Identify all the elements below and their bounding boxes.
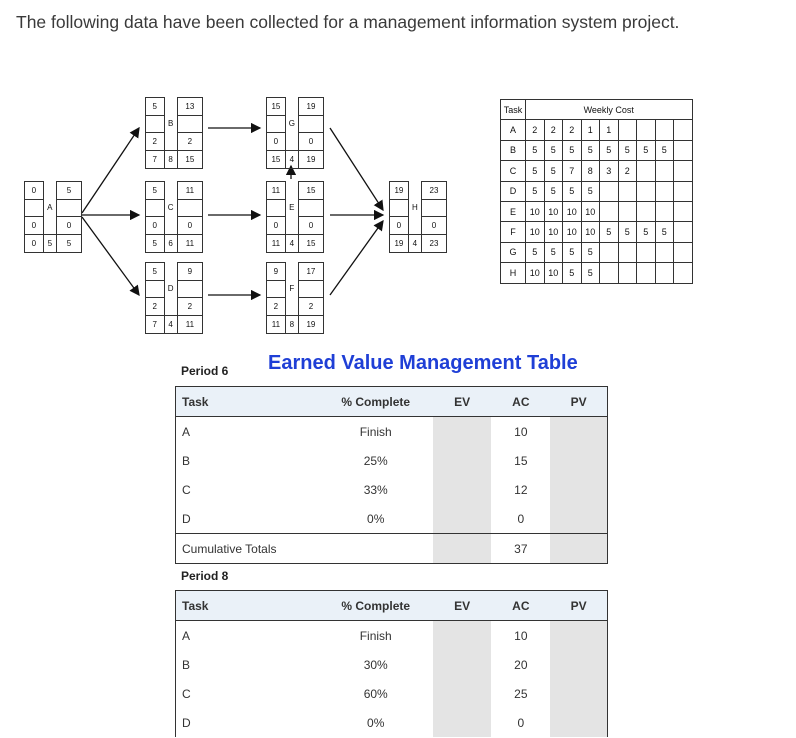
ev-cell[interactable] bbox=[433, 679, 492, 708]
cost-cell bbox=[600, 242, 619, 262]
cost-cell: 10 bbox=[544, 222, 563, 242]
cost-cell bbox=[600, 181, 619, 201]
ev-total-cell[interactable] bbox=[433, 534, 492, 564]
arrow-g-h bbox=[330, 128, 383, 210]
header-row bbox=[176, 387, 608, 417]
cost-cell bbox=[674, 161, 693, 181]
task-header: Task bbox=[176, 591, 319, 621]
ac-header: AC bbox=[491, 591, 550, 621]
evm-table-period-6 bbox=[175, 386, 608, 564]
pv-header: PV bbox=[550, 387, 607, 417]
cost-cell: 2 bbox=[526, 120, 545, 140]
node-e: 11 15 E 0 0 11 4 15 bbox=[266, 181, 324, 253]
task-cell: F bbox=[501, 222, 526, 242]
weekly-cost-row bbox=[501, 242, 693, 262]
cost-cell: 5 bbox=[563, 181, 582, 201]
cost-cell: 10 bbox=[526, 222, 545, 242]
cost-cell bbox=[637, 161, 656, 181]
cost-cell bbox=[655, 263, 674, 283]
cost-cell: 5 bbox=[600, 222, 619, 242]
pv-total-cell[interactable] bbox=[550, 534, 607, 564]
cost-cell: 5 bbox=[544, 181, 563, 201]
weekly-cost-row bbox=[501, 181, 693, 201]
cost-cell bbox=[600, 263, 619, 283]
ev-cell[interactable] bbox=[433, 708, 492, 737]
cost-cell: 5 bbox=[544, 161, 563, 181]
cost-cell bbox=[674, 242, 693, 262]
pv-cell[interactable] bbox=[550, 679, 607, 708]
node-a: 0 5 A 0 0 0 5 5 bbox=[24, 181, 82, 253]
header-row bbox=[176, 591, 608, 621]
period-8-label: Period 8 bbox=[181, 569, 229, 583]
pct-header: % Complete bbox=[319, 387, 433, 417]
pv-header: PV bbox=[550, 591, 607, 621]
weekly-cost-body bbox=[501, 120, 693, 283]
cost-cell: 1 bbox=[600, 120, 619, 140]
node-c: 5 11 C 0 0 5 6 11 bbox=[145, 181, 203, 253]
cost-cell: 5 bbox=[563, 263, 582, 283]
cost-cell: 10 bbox=[581, 222, 600, 242]
ev-cell[interactable] bbox=[433, 446, 492, 475]
cost-cell: 1 bbox=[581, 120, 600, 140]
ev-cell[interactable] bbox=[433, 621, 492, 651]
table-row: B 30% 20 bbox=[176, 650, 608, 679]
cost-cell bbox=[674, 201, 693, 221]
cost-cell: 5 bbox=[526, 161, 545, 181]
task-cell: C bbox=[501, 161, 526, 181]
weekly-cost-row bbox=[501, 161, 693, 181]
cost-cell bbox=[618, 120, 637, 140]
cost-cell bbox=[600, 201, 619, 221]
cost-cell: 2 bbox=[563, 120, 582, 140]
cost-cell: 2 bbox=[618, 161, 637, 181]
cumulative-totals-label: Cumulative Totals bbox=[176, 534, 433, 564]
cost-cell: 10 bbox=[563, 201, 582, 221]
cost-cell bbox=[618, 181, 637, 201]
cost-cell: 5 bbox=[563, 140, 582, 160]
weekly-cost-table bbox=[500, 99, 693, 284]
cost-cell: 5 bbox=[618, 222, 637, 242]
cost-cell: 3 bbox=[600, 161, 619, 181]
cost-cell bbox=[637, 242, 656, 262]
table-row: C 33% 12 bbox=[176, 475, 608, 504]
pv-cell[interactable] bbox=[550, 446, 607, 475]
pv-cell[interactable] bbox=[550, 417, 607, 447]
pv-cell[interactable] bbox=[550, 504, 607, 534]
cost-cell: 5 bbox=[526, 181, 545, 201]
task-cell: B bbox=[501, 140, 526, 160]
task-cell: E bbox=[501, 201, 526, 221]
task-cell: A bbox=[501, 120, 526, 140]
cost-cell bbox=[655, 242, 674, 262]
cost-cell: 5 bbox=[618, 140, 637, 160]
cost-cell: 10 bbox=[526, 201, 545, 221]
arrow-f-h bbox=[330, 221, 383, 295]
cost-cell: 5 bbox=[544, 242, 563, 262]
cost-cell bbox=[637, 181, 656, 201]
task-header: Task bbox=[176, 387, 319, 417]
task-cell: H bbox=[501, 263, 526, 283]
ev-header: EV bbox=[433, 387, 492, 417]
weekly-cost-row bbox=[501, 120, 693, 140]
cost-cell: 8 bbox=[581, 161, 600, 181]
cost-cell: 10 bbox=[544, 201, 563, 221]
cost-cell bbox=[618, 201, 637, 221]
cost-cell bbox=[618, 242, 637, 262]
table-row: B 25% 15 bbox=[176, 446, 608, 475]
cost-cell bbox=[655, 120, 674, 140]
cost-cell: 5 bbox=[655, 222, 674, 242]
cost-cell: 5 bbox=[544, 140, 563, 160]
pv-cell[interactable] bbox=[550, 650, 607, 679]
cost-cell bbox=[655, 201, 674, 221]
cost-cell bbox=[674, 120, 693, 140]
node-g: 15 19 G 0 0 15 4 19 bbox=[266, 97, 324, 169]
cost-cell: 5 bbox=[581, 263, 600, 283]
table-row: A Finish 10 bbox=[176, 621, 608, 651]
table-row: D 0% 0 bbox=[176, 504, 608, 534]
cost-cell: 5 bbox=[581, 140, 600, 160]
cost-cell: 10 bbox=[563, 222, 582, 242]
cost-cell: 2 bbox=[544, 120, 563, 140]
period-6-label: Period 6 bbox=[181, 364, 229, 378]
cost-cell bbox=[674, 263, 693, 283]
arrow-a-d bbox=[82, 217, 139, 295]
cost-cell: 5 bbox=[637, 222, 656, 242]
cost-cell: 5 bbox=[655, 140, 674, 160]
weekly-cost-row bbox=[501, 263, 693, 283]
cost-cell bbox=[674, 140, 693, 160]
cost-cell bbox=[674, 222, 693, 242]
weekly-cost-title: Weekly Cost bbox=[526, 100, 693, 120]
cost-cell bbox=[655, 181, 674, 201]
ev-cell[interactable] bbox=[433, 417, 492, 447]
cost-cell: 10 bbox=[581, 201, 600, 221]
cost-cell: 10 bbox=[544, 263, 563, 283]
cost-cell bbox=[618, 263, 637, 283]
cost-cell bbox=[674, 181, 693, 201]
weekly-cost-row bbox=[501, 201, 693, 221]
ev-cell[interactable] bbox=[433, 475, 492, 504]
node-h: 19 23 H 0 0 19 4 23 bbox=[389, 181, 447, 253]
table-row: D 0% 0 bbox=[176, 708, 608, 737]
ev-header: EV bbox=[433, 591, 492, 621]
intro-text: The following data have been collected for a management information system project. bbox=[16, 12, 680, 32]
table-row: A Finish 10 bbox=[176, 417, 608, 447]
arrow-a-b bbox=[82, 128, 139, 213]
node-f: 9 17 F 2 2 11 8 19 bbox=[266, 262, 324, 334]
cost-cell: 10 bbox=[526, 263, 545, 283]
ac-header: AC bbox=[491, 387, 550, 417]
evm-title: Earned Value Management Table bbox=[268, 352, 578, 374]
cost-cell: 5 bbox=[581, 242, 600, 262]
cost-cell bbox=[655, 161, 674, 181]
cost-cell: 5 bbox=[526, 242, 545, 262]
cost-cell: 5 bbox=[526, 140, 545, 160]
pv-cell[interactable] bbox=[550, 621, 607, 651]
ev-cell[interactable] bbox=[433, 504, 492, 534]
task-cell: D bbox=[501, 181, 526, 201]
cost-cell: 5 bbox=[581, 181, 600, 201]
cost-cell: 7 bbox=[563, 161, 582, 181]
pct-header: % Complete bbox=[319, 591, 433, 621]
node-d: 5 9 D 2 2 7 4 11 bbox=[145, 262, 203, 334]
ev-cell[interactable] bbox=[433, 650, 492, 679]
cost-cell bbox=[637, 201, 656, 221]
node-b: 5 13 B 2 2 7 8 15 bbox=[145, 97, 203, 169]
cost-cell bbox=[637, 263, 656, 283]
cost-cell bbox=[637, 120, 656, 140]
table-row: C 60% 25 bbox=[176, 679, 608, 708]
totals-row bbox=[176, 534, 608, 564]
task-cell: G bbox=[501, 242, 526, 262]
pv-cell[interactable] bbox=[550, 708, 607, 737]
ac-total: 37 bbox=[491, 534, 550, 564]
weekly-cost-row bbox=[501, 140, 693, 160]
weekly-cost-row bbox=[501, 222, 693, 242]
evm-table-period-8 bbox=[175, 590, 608, 737]
cost-cell: 5 bbox=[600, 140, 619, 160]
cost-cell: 5 bbox=[563, 242, 582, 262]
cost-cell: 5 bbox=[637, 140, 656, 160]
pv-cell[interactable] bbox=[550, 475, 607, 504]
task-header: Task bbox=[501, 100, 526, 120]
